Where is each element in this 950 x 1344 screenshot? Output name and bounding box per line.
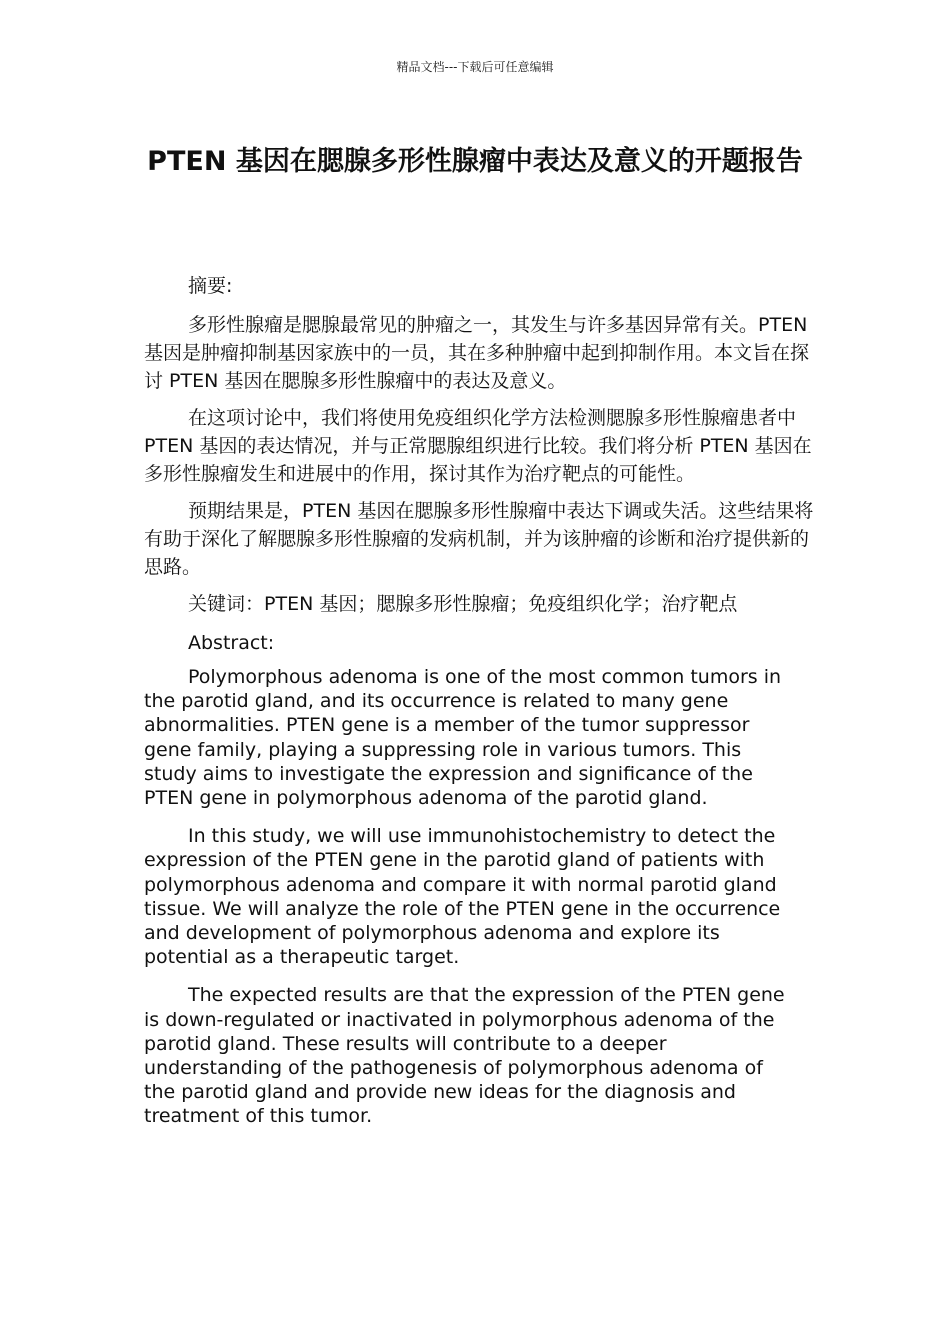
abstract-cn-paragraph-2: 在这项讨论中，我们将使用免疫组织化学方法检测腮腺多形性腺瘤患者中 PTEN 基因的表达情况，并与正常腮腺组织进行比较。我们将分析 PTEN 基因在多形性腺瘤发生和进展中的作用，探讨其作为治疗靶点的可能性。 [144,407,812,485]
document-title: PTEN 基因在腮腺多形性腺瘤中表达及意义的开题报告 [147,146,803,177]
document-body [144,272,816,1143]
abstract-en-paragraph-3: The expected results are that the expression of the PTEN gene is down-regulated or inactivated in polymorphous adenoma of the parotid gland. These results will contribute to a deeper understanding of the pathogenesis of polymorphous adenoma of the parotid gland and provide new ideas for the diagnosis and treatment of this tumor. [144,984,785,1128]
abstract-cn-paragraph-3: 预期结果是，PTEN 基因在腮腺多形性腺瘤中表达下调或失活。这些结果将有助于深化了解腮腺多形性腺瘤的发病机制，并为该肿瘤的诊断和治疗提供新的思路。 [144,500,814,578]
abstract-cn-label: 摘要: [188,275,233,297]
abstract-en-label: Abstract: [188,632,275,654]
abstract-cn-paragraph-1: 多形性腺瘤是腮腺最常见的肿瘤之一，其发生与许多基因异常有关。PTEN 基因是肿瘤抑制基因家族中的一员，其在多种肿瘤中起到抑制作用。本文旨在探讨 PTEN 基因在腮腺多形性腺瘤中的表达及意义。 [144,314,810,392]
abstract-en-paragraph-2: In this study, we will use immunohistochemistry to detect the expression of the PTEN gene in the parotid gland of patients with polymorphous adenoma and compare it with normal parotid gland tissue. We will analyze the role of the PTEN gene in the occurrence and development of polymorphous adenoma and explore its potential as a therapeutic target. [144,825,781,969]
header-note: 精品文档---下载后可任意编辑 [396,60,554,74]
keywords-cn: 关键词：PTEN 基因；腮腺多形性腺瘤；免疫组织化学；治疗靶点 [188,593,738,615]
abstract-en-paragraph-1: Polymorphous adenoma is one of the most common tumors in the parotid gland, and its occurrence is related to many gene abnormalities. PTEN gene is a member of the tumor suppressor gene family, playing a suppressing role in various tumors. This study aims to investigate the expression and significance of the PTEN gene in polymorphous adenoma of the parotid gland. [144,666,782,810]
